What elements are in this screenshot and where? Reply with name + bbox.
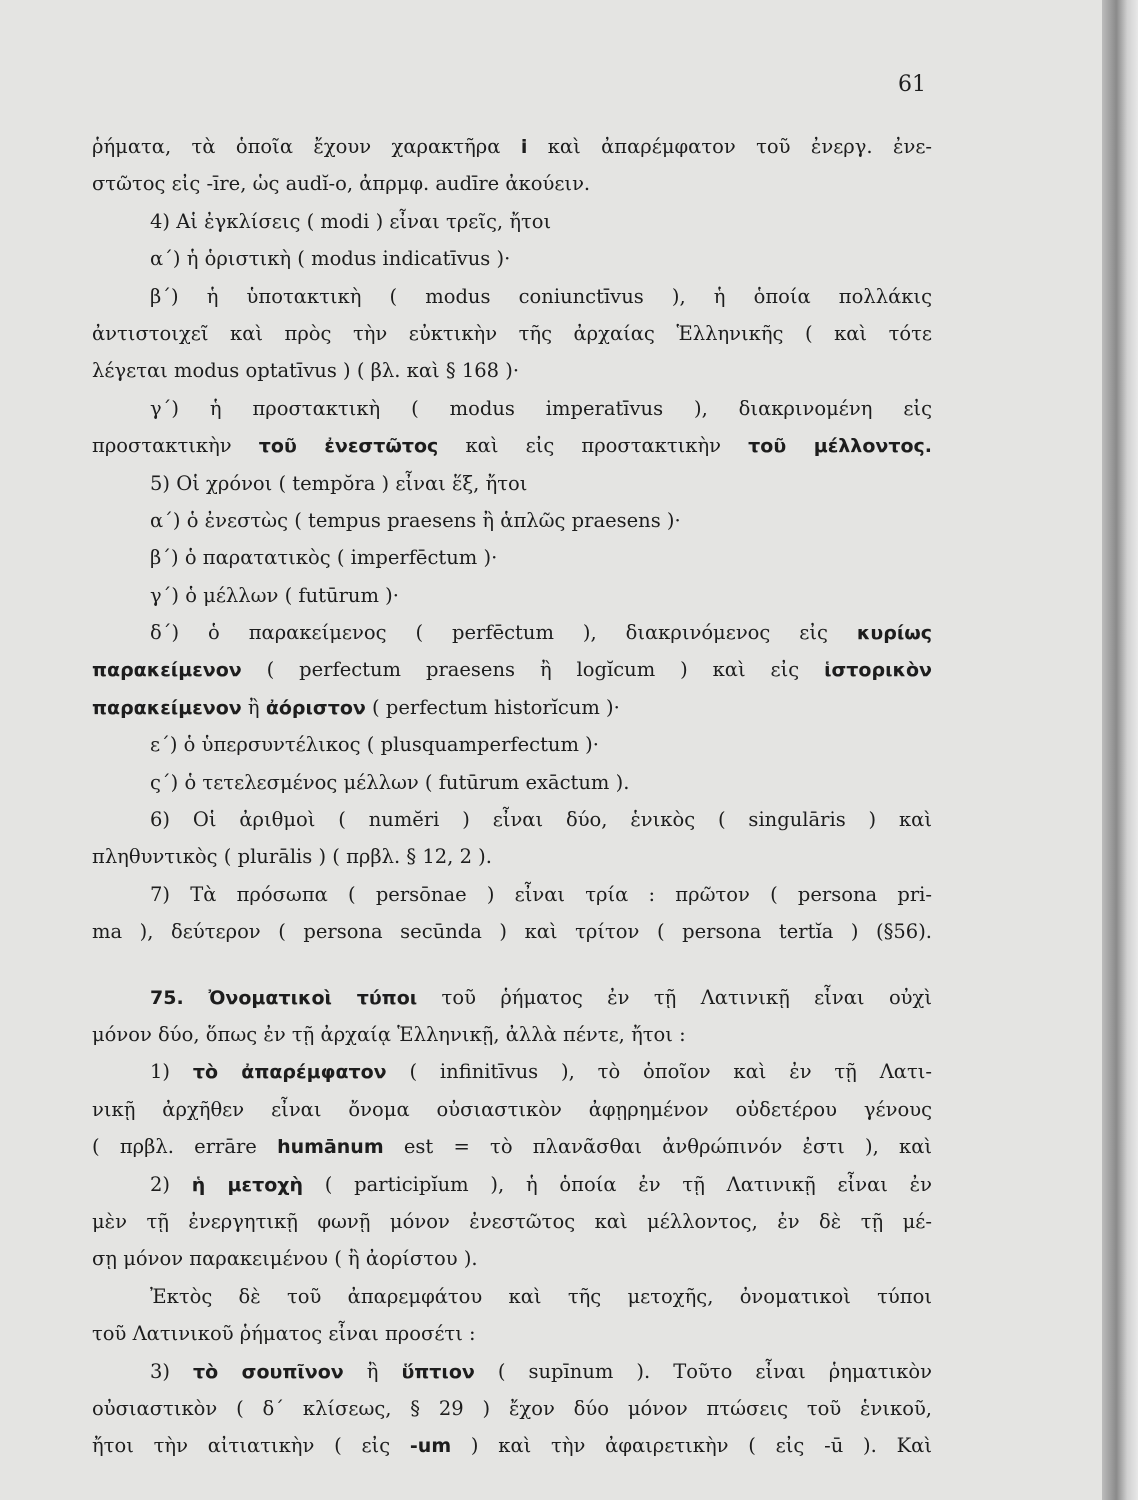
body-text: [92, 128, 932, 1465]
text-line: [92, 1053, 932, 1090]
text-segment: 1): [150, 1060, 193, 1084]
text-line: [92, 1016, 932, 1053]
text-line: [92, 278, 932, 315]
text-segment: 4) Αἱ ἐγκλίσεις ( modi ) εἶναι τρεῖς, ἤτοι: [150, 209, 552, 233]
text-segment: ς΄) ὁ τετελεσμένος μέλλων ( futūrum exāctum ).: [150, 770, 630, 794]
bold-term: i: [520, 136, 528, 158]
text-segment: 5) Οἱ χρόνοι ( tempŏra ) εἶναι ἕξ, ἤτοι: [150, 471, 528, 495]
text-segment: 7) Τὰ πρόσωπα ( persōnae ) εἶναι τρία : πρῶτον ( persona pri-: [150, 882, 932, 906]
text-line: [92, 801, 932, 838]
text-line: [92, 1315, 932, 1352]
text-segment: γ΄) ἡ προστακτικὴ ( modus imperatīvus ), διακρινομένη εἰς: [150, 396, 932, 420]
text-segment: οὐσιαστικὸν ( δ΄ κλίσεως, § 29 ) ἔχον δύο μόνον πτώσεις τοῦ ἑνικοῦ,: [92, 1396, 932, 1420]
bold-term: -um: [409, 1435, 452, 1458]
text-line: [92, 651, 932, 688]
text-line: [92, 979, 932, 1016]
bold-term: ἀόριστον: [265, 696, 366, 719]
text-line: [92, 165, 932, 202]
text-segment: γ΄) ὁ μέλλων ( futūrum )·: [150, 583, 399, 607]
text-line: [92, 689, 932, 726]
text-line: [92, 614, 932, 651]
text-line: [92, 1390, 932, 1427]
text-segment: ἀντιστοιχεῖ καὶ πρὸς τὴν εὐκτικὴν τῆς ἀρχαίας Ἑλληνικῆς ( καὶ τότε: [92, 321, 932, 345]
text-line: [92, 1203, 932, 1240]
text-segment: ( supīnum ). Τοῦτο εἶναι ῥηματικὸν: [474, 1359, 932, 1383]
text-segment: est = τὸ πλανᾶσθαι ἀνθρώπινόν ἐστι ), καὶ: [383, 1135, 932, 1159]
text-segment: πληθυντικὸς ( plurālis ) ( πρβλ. § 12, 2 ).: [92, 845, 492, 869]
text-segment: προστακτικὴν: [92, 434, 259, 458]
text-line: [92, 1128, 932, 1165]
text-segment: καὶ ἀπαρέμφατον τοῦ ἐνεργ. ἐνε-: [527, 135, 932, 158]
text-segment: καὶ εἰς προστακτικὴν: [438, 434, 749, 458]
bold-term: 75.: [150, 986, 209, 1009]
text-segment: ἢ: [343, 1359, 402, 1383]
page-number: 61: [898, 72, 926, 97]
text-line: [92, 465, 932, 502]
bold-term: humānum: [277, 1136, 384, 1159]
text-segment: ἤτοι τὴν αἰτιατικὴν ( εἰς: [92, 1434, 410, 1458]
text-segment: ( perfectum historĭcum )·: [365, 695, 620, 719]
text-line: [92, 726, 932, 763]
text-segment: ) καὶ τὴν ἀφαιρετικὴν ( εἰς -ū ). Καὶ: [451, 1434, 932, 1458]
text-line: [92, 764, 932, 801]
text-line: [92, 240, 932, 277]
text-segment: β΄) ἡ ὑποτακτικὴ ( modus coniunctīvus ), ἡ ὁποία πολλάκις: [150, 284, 932, 308]
paragraph-gap: [92, 951, 932, 979]
bold-term: παρακείμενον: [92, 696, 242, 719]
text-segment: ( perfectum praesens ἢ logĭcum ) καὶ εἰς: [241, 658, 825, 682]
text-segment: ε΄) ὁ ὑπερσυντέλικος ( plusquamperfectum )·: [150, 733, 599, 757]
text-line: [92, 390, 932, 427]
text-segment: σῃ μόνον παρακειμένου ( ἢ ἀορίστου ).: [92, 1247, 478, 1271]
text-segment: δ΄) ὁ παρακείμενος ( perfēctum ), διακρινόμενος εἰς: [150, 621, 857, 645]
bold-term: τὸ ἀπαρέμφατον: [192, 1061, 387, 1084]
text-line: [92, 1427, 932, 1464]
bold-term: παρακείμενον: [92, 659, 242, 682]
text-segment: 2): [150, 1172, 192, 1196]
text-segment: ( πρβλ. errāre: [92, 1135, 278, 1159]
text-line: [92, 203, 932, 240]
text-line: [92, 315, 932, 352]
bold-term: τοῦ μέλλοντος.: [748, 435, 932, 458]
text-line: [92, 539, 932, 576]
text-segment: ( participĭum ), ἡ ὁποία ἐν τῇ Λατινικῇ εἶναι ἐν: [303, 1172, 932, 1196]
text-line: [92, 1240, 932, 1277]
bold-term: κυρίως: [856, 622, 932, 645]
text-line: [92, 876, 932, 913]
text-segment: ἢ: [241, 695, 266, 719]
text-segment: Ἐκτὸς δὲ τοῦ ἀπαρεμφάτου καὶ τῆς μετοχῆς, ὀνοματικοὶ τύποι: [150, 1284, 932, 1308]
text-segment: β΄) ὁ παρατατικὸς ( imperfēctum )·: [150, 546, 498, 570]
text-segment: τοῦ Λατινικοῦ ῥήματος εἶναι προσέτι :: [92, 1322, 476, 1346]
text-line: [92, 577, 932, 614]
text-line: [92, 427, 932, 464]
bold-term: τοῦ ἐνεστῶτος: [258, 435, 439, 458]
bold-term: Ὀνοματικοὶ τύποι: [208, 986, 418, 1009]
text-segment: νικῇ ἀρχῆθεν εἶναι ὄνομα οὐσιαστικὸν ἀφῃρημένον οὐδετέρου γένους: [92, 1097, 932, 1121]
text-segment: 6) Οἱ ἀριθμοὶ ( numĕri ) εἶναι δύο, ἑνικὸς ( singulāris ) καὶ: [150, 808, 932, 832]
text-line: [92, 1278, 932, 1315]
text-segment: στῶτος εἰς -īre, ὡς audĭ-o, ἀπρμφ. audīre ἀκούειν.: [92, 172, 591, 196]
text-line: [92, 838, 932, 875]
text-segment: μόνον δύο, ὅπως ἐν τῇ ἀρχαίᾳ Ἑλληνικῇ, ἀλλὰ πέντε, ἤτοι :: [92, 1022, 686, 1046]
text-line: [92, 1166, 932, 1203]
text-line: [92, 128, 932, 165]
text-segment: ( infinitīvus ), τὸ ὁποῖον καὶ ἐν τῇ Λατι-: [386, 1060, 932, 1084]
text-segment: λέγεται modus optatīvus ) ( βλ. καὶ § 168 )·: [92, 359, 520, 383]
text-segment: 3): [150, 1359, 194, 1383]
text-segment: α΄) ὁ ἐνεστὼς ( tempus praesens ἢ ἁπλῶς praesens )·: [150, 508, 681, 532]
text-line: [92, 1091, 932, 1128]
text-segment: τοῦ ῥήματος ἐν τῇ Λατινικῇ εἶναι οὐχὶ: [417, 985, 932, 1009]
bold-term: ἡ μετοχὴ: [191, 1173, 304, 1196]
text-segment: μὲν τῇ ἐνεργητικῇ φωνῇ μόνον ἐνεστῶτος καὶ μέλλοντος, ἐν δὲ τῇ μέ-: [92, 1209, 932, 1233]
bold-term: ἱστορικὸν: [824, 659, 932, 682]
page-spine-shadow: [1102, 0, 1138, 1500]
text-line: [92, 502, 932, 539]
text-segment: α΄) ἡ ὁριστικὴ ( modus indicatīvus )·: [150, 247, 511, 271]
bold-term: τὸ σουπῖνον: [193, 1360, 344, 1383]
text-segment: ma ), δεύτερον ( persona secūnda ) καὶ τρίτον ( persona tertĭa ) (§56).: [92, 920, 932, 944]
text-line: [92, 913, 932, 950]
text-segment: ῥήματα, τὰ ὁποῖα ἔχουν χαρακτῆρα: [92, 135, 521, 158]
text-line: [92, 352, 932, 389]
text-line: [92, 1353, 932, 1390]
bold-term: ὕπτιον: [401, 1360, 475, 1383]
